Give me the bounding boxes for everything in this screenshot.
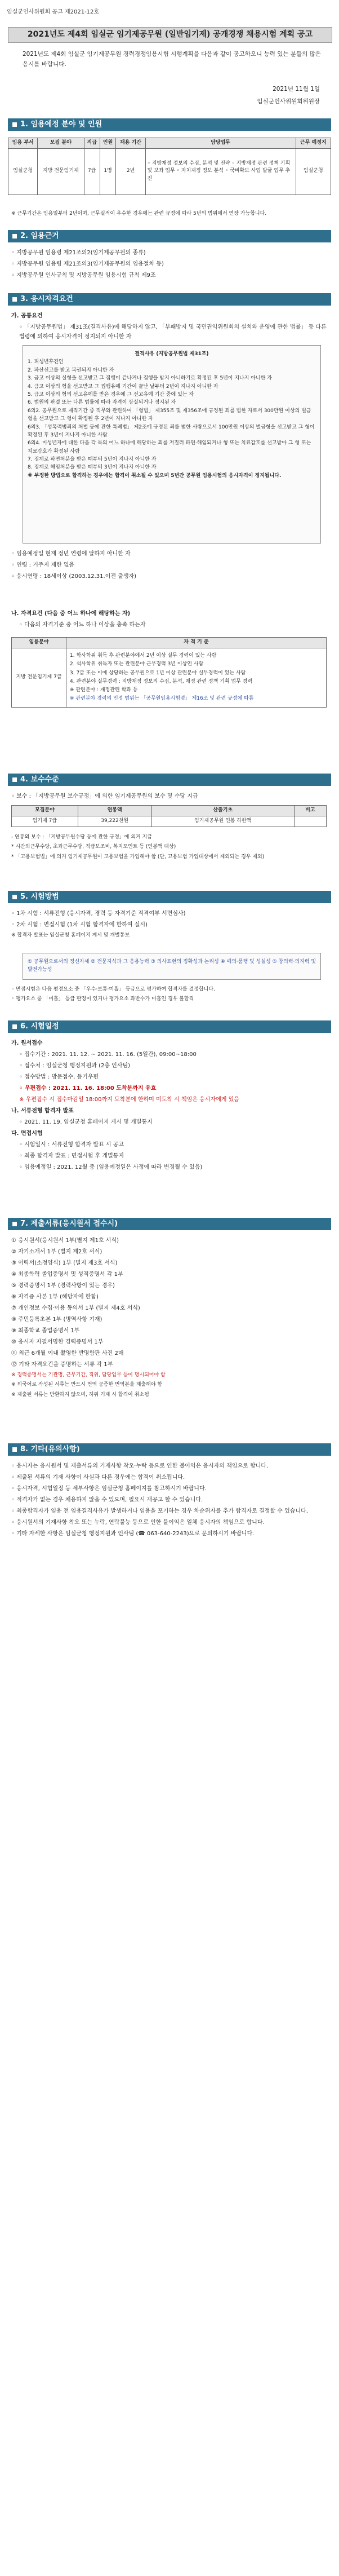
subsection-title: 나. 자격요건 (다음 중 어느 하나에 해당하는 자) bbox=[11, 611, 131, 617]
section-8-header bbox=[8, 1443, 331, 1456]
section-5-body bbox=[11, 909, 327, 941]
box-warning: ※ 부정한 방법으로 합격하는 경우에는 합격이 취소될 수 있으며 5년간 공무원 임용시험의 응시자격이 정지됩니다. bbox=[28, 472, 282, 479]
list-item: ◦ 임용예정일 현재 정년 연령에 달하지 아니한 자 bbox=[11, 551, 131, 557]
list-item: 1. 학사학위 취득 후 관련분야에서 2년 이상 실무 경력이 있는 사람 bbox=[70, 652, 217, 659]
list-item: ① 공무원으로서의 정신자세 ② 전문지식과 그 응용능력 ③ 의사표현의 정확성과 논리성 ④ 예의·품행 및 성실성 ⑤ 창의력·의지력 및 발전가능성 bbox=[28, 959, 316, 973]
list-item: ※ 경력증명서는 기관명, 근무기간, 직위, 담당업무 등이 명시되어야 함 bbox=[11, 1372, 166, 1378]
table-header: 근무 예정지 bbox=[296, 138, 331, 149]
list-item: ④ 최종학력 졸업증명서 및 성적증명서 각 1부 bbox=[11, 1271, 123, 1278]
list-item: ◦ 응시자격, 시험일정 등 세부사항은 임실군청 홈페이지를 참고하시기 바랍니다. bbox=[11, 1486, 207, 1492]
list-item: ⑨ 최종학교 졸업증명서 1부 bbox=[11, 1328, 80, 1334]
list-item: * 「고용보험법」에 의거 임기제공무원이 고용보험을 가입해야 함 (단, 고용보험 가입대상에서 제외되는 경우 제외) bbox=[11, 854, 265, 860]
subsection-title: 다. 면접시험 bbox=[11, 1130, 43, 1137]
list-item: 7. 징계로 파면처분을 받은 때부터 5년이 지나지 아니한 자 bbox=[28, 457, 157, 463]
subsection-title: 나. 서류전형 합격자 발표 bbox=[11, 1108, 74, 1114]
list-item: ⑥ 자격증 사본 1부 (해당자에 한함) bbox=[11, 1294, 99, 1300]
list-item: 8. 징계로 해임처분을 받은 때부터 3년이 지나지 아니한 자 bbox=[28, 465, 157, 471]
list-item: 2. 파산선고를 받고 복권되지 아니한 자 bbox=[28, 367, 114, 373]
table-cell: 2년 bbox=[116, 148, 145, 195]
list-item: ⑫ 기타 자격요건을 증명하는 서류 각 1부 bbox=[11, 1362, 113, 1368]
list-item: ◦ 시험일시 : 서류전형 합격자 발표 시 공고 bbox=[19, 1142, 124, 1148]
section-6-header bbox=[8, 1020, 331, 1033]
section-bullet-icon bbox=[12, 1447, 17, 1452]
list-item: 6의2. 공무원으로 재직기간 중 직무와 관련하여 「형법」 제355조 및 제356조에 규정된 죄를 범한 자로서 300만원 이상의 벌금형을 선고받고 그 형이 확정된 후 2년이 지나지 아니한 자 bbox=[28, 408, 311, 422]
list-item: ◦ 최종 합격자 발표 : 면접시험 후 개별통지 bbox=[19, 1153, 124, 1159]
list-item: 3. 7급 또는 이에 상당하는 공무원으로 1년 이상 관련분야 실무경력이 있는 사람 bbox=[70, 670, 246, 676]
qualification-table bbox=[11, 637, 327, 708]
list-item: 3. 금고 이상의 실형을 선고받고 그 집행이 끝나거나 집행을 받지 아니하기로 확정된 후 5년이 지나지 아니한 자 bbox=[28, 375, 272, 382]
table-header: 비고 bbox=[294, 806, 326, 816]
section-3-common-lines bbox=[11, 549, 327, 583]
section-bullet-icon bbox=[12, 234, 17, 238]
list-item: ⑦ 개인정보 수집·이용 동의서 1부 (별지 제4호 서식) bbox=[11, 1305, 140, 1311]
section-3-common bbox=[11, 311, 327, 343]
list-item: ◦ 임용예정일 : 2021. 12월 중 (임용예정일은 사정에 따라 변경될 수 있음) bbox=[19, 1164, 203, 1170]
section-3-title: 3. 응시자격요건 bbox=[20, 294, 73, 303]
section-8-title: 8. 기타(유의사항) bbox=[20, 1444, 80, 1453]
list-item: ◦ 평가요소 중 「미흡」 등급 판정이 있거나 평가요소 과반수가 미흡인 경우 불합격 bbox=[11, 996, 194, 1002]
list-item: 4. 관련분야 실무경력 : 지방재정 정보의 수집, 분석, 재정 관련 정책 기획 업무 경력 bbox=[70, 678, 253, 684]
list-item: ◦ 응시연령 : 18세이상 (2003.12.31.이전 출생자) bbox=[11, 573, 137, 580]
table-header: 채용 기간 bbox=[116, 138, 145, 149]
table-cell: 1명 bbox=[100, 148, 115, 195]
paragraph: ※ 합격자 발표는 임실군청 홈페이지 게시 및 개별통보 bbox=[11, 933, 130, 938]
list-item: 5. 금고 이상의 형의 선고유예를 받은 경우에 그 선고유예 기간 중에 있는 자 bbox=[28, 391, 194, 397]
table-header: 자 격 기 준 bbox=[66, 638, 327, 648]
table-cell: 7급 bbox=[84, 148, 100, 195]
list-item: ◦ 접수방법 : 방문접수, 등기우편 bbox=[19, 1074, 99, 1080]
table-header: 인원 bbox=[100, 138, 115, 149]
section-4-intro: ◦ 보수 : 「지방공무원 보수규정」에 의한 임기제공무원의 보수 및 수당 지급 bbox=[11, 793, 198, 799]
interview-criteria-box bbox=[23, 953, 321, 980]
section-bullet-icon bbox=[12, 122, 17, 127]
box-title: 결격사유 (지방공무원법 제31조) bbox=[135, 351, 209, 357]
table-cell: 임실군청 bbox=[8, 148, 38, 195]
section-bullet-icon bbox=[12, 895, 17, 899]
positions-table bbox=[8, 138, 331, 195]
table-header: 모집 분야 bbox=[38, 138, 84, 149]
section-5-header bbox=[8, 891, 331, 903]
list-item: ◦ 2021. 11. 19. 임실군청 홈페이지 게시 및 개별통지 bbox=[19, 1119, 153, 1125]
list-item: 1. 피성년후견인 bbox=[28, 359, 64, 365]
section-5-title: 5. 시험방법 bbox=[20, 892, 59, 901]
section-3-qualification bbox=[11, 609, 327, 631]
notice-title: 2021년도 제4회 임실군 임기제공무원 (일반임기제) 공개경쟁 채용시험 계획 공고 bbox=[8, 27, 332, 43]
notice-date: 2021년 11월 1일 bbox=[273, 86, 320, 92]
section-1-title: 1. 임용예정 분야 및 인원 bbox=[20, 120, 102, 129]
table-cell: ◦ 지방재정 정보의 수집, 분석 및 전략 ◦ 지방재정 관련 정책 기획 및 보좌 업무 ◦ 자치재정 정보 분석 ◦ 국비확보 사업 발굴 업무 추진 bbox=[145, 148, 296, 195]
disqualification-box bbox=[23, 345, 321, 544]
table-cell: 임기제 7급 bbox=[12, 816, 78, 827]
list-item: ※ 관련분야 경력의 인정 범위는 「공무원임용시험령」 제16조 및 관련 규정에 따름 bbox=[70, 696, 254, 702]
list-item: ◦ 연령 : 거주지 제한 없음 bbox=[11, 562, 75, 568]
section-6-body bbox=[11, 1039, 327, 1174]
section-8-body bbox=[11, 1461, 327, 1540]
intro-text: 2021년도 제4회 임실군 임기제공무원 경력경쟁임용시험 시행계획을 다음과 같이 공고하오니 능력 있는 분들의 많은 응시를 바랍니다. bbox=[23, 51, 321, 68]
list-item: ◦ 제출된 서류의 기재 사항이 사실과 다른 경우에는 합격이 취소됩니다. bbox=[11, 1474, 185, 1481]
list-item: ◦ 응시원서의 기재사항 착오 또는 누락, 연락불능 등으로 인한 불이익은 일체 응시자의 책임으로 합니다. bbox=[11, 1519, 265, 1526]
list-item: * 시간외근무수당, 초과근무수당, 직급보조비, 복지포인트 등 (연봉액 대상) bbox=[11, 844, 176, 850]
section-bullet-icon bbox=[12, 1024, 17, 1029]
list-item: ③ 이력서(소정양식) 1부 (별지 제3호 서식) bbox=[11, 1260, 118, 1266]
list-item: 4. 금고 이상의 형을 선고받고 그 집행유예 기간이 끝난 날부터 2년이 지나지 아니한 자 bbox=[28, 383, 218, 390]
list-item: ◦ 응시자는 응시원서 및 제출서류의 기재사항 착오·누락 등으로 인한 불이익은 응시자의 책임으로 합니다. bbox=[11, 1463, 269, 1469]
table-header: 담당업무 bbox=[145, 138, 296, 149]
list-item: ◦ 최종합격자가 임용 전 임용결격사유가 발생하거나 임용을 포기하는 경우 차순위자를 추가 합격자로 결정할 수 있습니다. bbox=[11, 1508, 308, 1514]
section-7-title: 7. 제출서류(응시원서 접수시) bbox=[20, 1219, 118, 1228]
list-item: ② 자기소개서 1부 (별지 제2호 서식) bbox=[11, 1249, 102, 1255]
table-cell: 39,222천원 bbox=[78, 816, 151, 827]
list-item: ① 응시원서(응시원서 1부(별지 제1호 서식) bbox=[11, 1238, 119, 1244]
table-cell: 임기제공무원 연봉 하한액 bbox=[151, 816, 294, 827]
list-item: 6의3. 「성폭력범죄의 처벌 등에 관한 특례법」 제2조에 규정된 죄를 범한 사람으로서 100만원 이상의 벌금형을 선고받고 그 형이 확정된 후 3년이 지나지 아니한 사람 bbox=[28, 424, 315, 438]
table-cell bbox=[66, 648, 327, 707]
list-item: ◦ 면접시험은 다음 평정요소 중 「우수·보통·미흡」 등급으로 평가하여 합격자를 결정합니다. bbox=[11, 987, 215, 992]
list-item: ◦ 2차 시험 : 면접시험 (1차 시험 합격자에 한하여 실시) bbox=[11, 922, 148, 928]
list-item: ◦ 접수처 : 임실군청 행정지원과 (2층 인사팀) bbox=[19, 1063, 131, 1069]
list-item: ◦ 지방공무원 임용령 제21조의2(임기제공무원의 종류) bbox=[11, 250, 146, 256]
section-1-header bbox=[8, 118, 331, 131]
list-item: ※ 관련분야 : 재정관련 학과 등 bbox=[70, 687, 138, 693]
table-header: 임용 부서 bbox=[8, 138, 38, 149]
list-item: ⑩ 응시자 자필서명한 경력증명서 1부 bbox=[11, 1339, 104, 1345]
salary-table bbox=[11, 805, 327, 827]
subsection-title: 가. 공통요건 bbox=[11, 313, 43, 319]
table-header: 산출기초 bbox=[151, 806, 294, 816]
list-item: ◦ 1차 시험 : 서류전형 (응시자격, 경력 등 자격기준 적격여부 서면심사) bbox=[11, 911, 186, 917]
list-item: ◦ 적격자가 없는 경우 채용하지 않을 수 있으며, 필요시 재공고 할 수 있습니다. bbox=[11, 1497, 203, 1503]
list-item: ◦ 우편접수 : 2021. 11. 16. 18:00 도착분까지 유효 bbox=[19, 1085, 157, 1092]
section-bullet-icon bbox=[12, 777, 17, 782]
section-7-header bbox=[8, 1218, 331, 1230]
table-header: 직급 bbox=[84, 138, 100, 149]
section-4-title: 4. 보수수준 bbox=[20, 775, 59, 784]
subsection-title: 가. 원서접수 bbox=[11, 1040, 43, 1046]
notice-number: 임실군인사위원회 공고 제2021-12호 bbox=[7, 9, 100, 15]
list-item: 2. 석사학위 취득자 또는 관련분야 근무경력 3년 이상인 사람 bbox=[70, 661, 204, 668]
section-1-note: ※ 근무기간은 임용일부터 2년이며, 근무실적이 우수한 경우에는 관련 규정에 따라 5년의 범위에서 연장 가능합니다. bbox=[11, 211, 267, 216]
list-item: ⑤ 경력증명서 1부 (경력사항이 있는 경우) bbox=[11, 1283, 115, 1289]
list-item: ◦ 지방공무원 인사규칙 및 지방공무원 임용시험 규칙 제9조 bbox=[11, 272, 156, 279]
paragraph: ◦ 다음의 자격기준 중 어느 하나 이상을 충족 하는자 bbox=[19, 622, 146, 628]
paragraph: ◦ 「지방공무원법」 제31조(결격사유)에 해당하지 않고, 「부패방지 및 국민권익위원회의 설치와 운영에 관한 법률」 등 다른 법령에 의하여 응시자격이 정지되지 아니한 자 bbox=[19, 324, 327, 340]
table-cell bbox=[294, 816, 326, 827]
list-item: ◦ 접수기간 : 2021. 11. 12. ~ 2021. 11. 16. (5일간), 09:00~18:00 bbox=[19, 1051, 197, 1058]
list-item: ※ 제출된 서류는 반환하지 않으며, 허위 기재 시 합격이 취소됨 bbox=[11, 1391, 149, 1398]
list-item: ※ 외국어로 작성된 서류는 반드시 번역 공증한 번역본을 제출해야 함 bbox=[11, 1382, 163, 1388]
section-5-extra bbox=[11, 986, 327, 1005]
section-7-body bbox=[11, 1236, 327, 1400]
list-item: - 연봉외 보수 : 「지방공무원수당 등에 관한 규정」에 의거 지급 bbox=[11, 834, 152, 840]
section-2-body bbox=[11, 248, 327, 282]
table-cell: 임실군청 bbox=[296, 148, 331, 195]
list-item: ⑧ 주민등록초본 1부 (병역사항 기재) bbox=[11, 1316, 102, 1323]
section-2-header bbox=[8, 230, 331, 242]
section-bullet-icon bbox=[12, 1222, 17, 1226]
list-item: ※ 우편접수 시 접수마감일 18:00까지 도착분에 한하며 미도착 시 책임은 응시자에게 있음 bbox=[19, 1097, 239, 1103]
section-6-title: 6. 시험일정 bbox=[20, 1022, 59, 1031]
notice-org: 임실군인사위원회위원장 bbox=[257, 98, 320, 105]
list-item: ◦ 지방공무원 임용령 제21조의3(임기제공무원의 임용절차 등) bbox=[11, 261, 164, 267]
table-header: 연봉액 bbox=[78, 806, 151, 816]
section-4-header bbox=[8, 774, 331, 786]
list-item: 6의4. 미성년자에 대한 다음 각 목의 어느 하나에 해당하는 죄를 저질러 파면·해임되거나 형 또는 치료감호를 선고받아 그 형 또는 치료감호가 확정된 사람 bbox=[28, 440, 311, 454]
table-cell: 지방 전문임기제 7급 bbox=[12, 648, 66, 707]
section-bullet-icon bbox=[12, 297, 17, 302]
section-3-header bbox=[8, 293, 331, 306]
section-4-notes bbox=[11, 833, 327, 863]
table-header: 임용분야 bbox=[12, 638, 66, 648]
table-cell: 지방 전문임기제 bbox=[38, 148, 84, 195]
list-item: ⑪ 최근 6개월 이내 촬영한 반명함판 사진 2매 bbox=[11, 1350, 124, 1357]
list-item: 6. 법원의 판결 또는 다른 법률에 따라 자격이 상실되거나 정지된 자 bbox=[28, 400, 176, 406]
section-2-title: 2. 임용근거 bbox=[20, 231, 59, 240]
list-item: ◦ 기타 자세한 사항은 임실군청 행정지원과 인사팀 (☎ 063-640-2243)으로 문의하시기 바랍니다. bbox=[11, 1531, 255, 1537]
table-header: 모집분야 bbox=[12, 806, 78, 816]
